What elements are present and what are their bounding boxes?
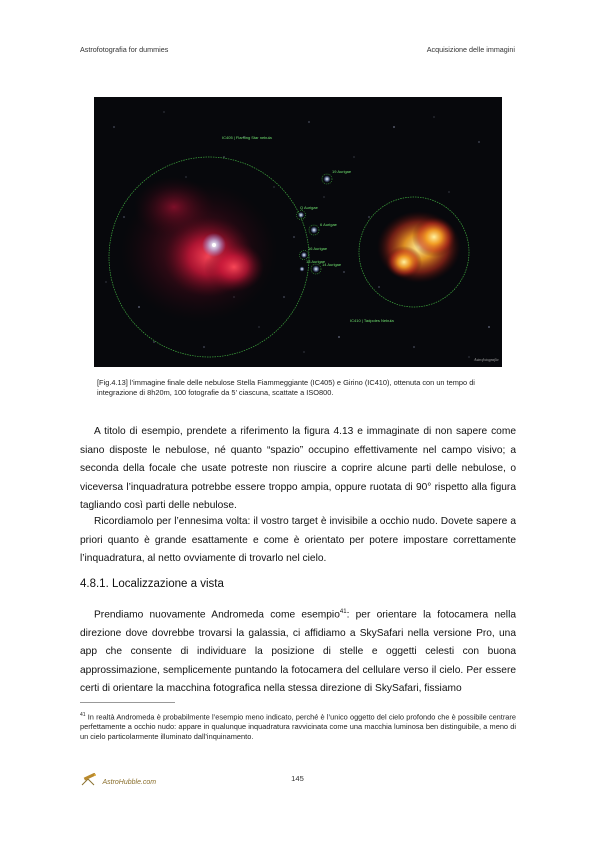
footnote-number: 41 <box>80 712 86 718</box>
label-14-aurigae: 14 Aurigae <box>322 262 342 267</box>
nebula-photo-svg <box>94 97 502 367</box>
paragraph-1 <box>80 423 516 516</box>
paragraph-3 <box>80 603 516 699</box>
label-ic405: IC405 | Flaming Star nebula <box>222 135 272 140</box>
footnote <box>80 710 516 742</box>
figure-caption: [Fig.4.13] l’immagine finale delle nebulose Stella Fiammeggiante (IC405) e Girino (IC410), ottenuta con un tempo di integrazione di 8h20m, 100 fotografie da 5’ ciascuna, scattate a ISO800. <box>97 378 475 397</box>
logo-text: AstroHubble.com <box>102 779 157 786</box>
footnote-reference[interactable]: 41 <box>339 609 347 615</box>
paragraph-2 <box>80 513 516 569</box>
paragraph-1-text: A titolo di esempio, prendete a riferimento la figura 4.13 e immaginate di non sapere come siano disposte le nebulose, né quanto “spazio” occupino effettivamente nel campo visivo; a seconda della focale che usate potreste non riuscire a coprire alcune parti delle nebulose, o viceversa l’inquadratura potrebbe essere troppo ampia, oppure ruotata di 90° rispetto alla figura tagliando così parti delle nebulose. <box>80 426 516 511</box>
footnote-divider <box>80 702 175 703</box>
section-heading: 4.8.1. Localizzazione a vista <box>80 578 224 590</box>
label-19-aurigae: 19 Aurigae <box>332 169 352 174</box>
page-number: 145 <box>291 774 304 783</box>
label-ic410: IC410 | Tadpoles Nebula <box>350 318 394 323</box>
running-header-left: Astrofotografia for dummies <box>80 45 169 54</box>
nebula-photo <box>94 97 502 367</box>
label-16-aurigae: 16 Aurigae <box>308 246 328 251</box>
paragraph-3-text-end: : per orientare la fotocamera nella direzione dove dovrebbe trovarsi la galassia, ci affidiamo a SkySafari nella versione Pro, una app che consente di individuare la posizione di stelle e oggetti celesti con buona approssimazione, semplicemente puntando la fotocamera del cellulare verso il cielo. Per essere certi di orientare la macchina fotografica nella stessa direzione di SkySafari, fissiamo <box>80 609 516 695</box>
footnote-text: In realtà Andromeda è probabilmente l’esempio meno indicato, perché è l’unico oggetto del cielo profondo che è possibile centrare perfettamente a occhio nudo: appare in qualunque inquadratura ravvicinata come una macchia luminosa ben distinguibile, a meno di un cielo particolarmente illuminato dall’inquinamento. <box>80 712 516 742</box>
photographer-signature: Astrofotografia <box>474 357 499 362</box>
paragraph-3-text-start: Prendiamo nuovamente Andromeda come esempio <box>94 609 340 621</box>
running-header-right: Acquisizione delle immagini <box>426 45 515 54</box>
paragraph-2-text: Ricordiamolo per l’ennesima volta: il vostro target è invisibile a occhio nudo. Dovete sapere a priori quanto è grande esattamente e come è orientato per potere impostare correttamente l’inquadratura, al netto ovviamente di trovarlo nel cielo. <box>80 516 516 564</box>
label-6-aurigae: 6 Aurigae <box>320 222 337 227</box>
label-q-aurigae: Q Aurigae <box>300 205 318 210</box>
label-18-aurigae: 18 Aurigae <box>306 259 326 264</box>
ic410-tadpoles-nebula <box>377 211 461 283</box>
